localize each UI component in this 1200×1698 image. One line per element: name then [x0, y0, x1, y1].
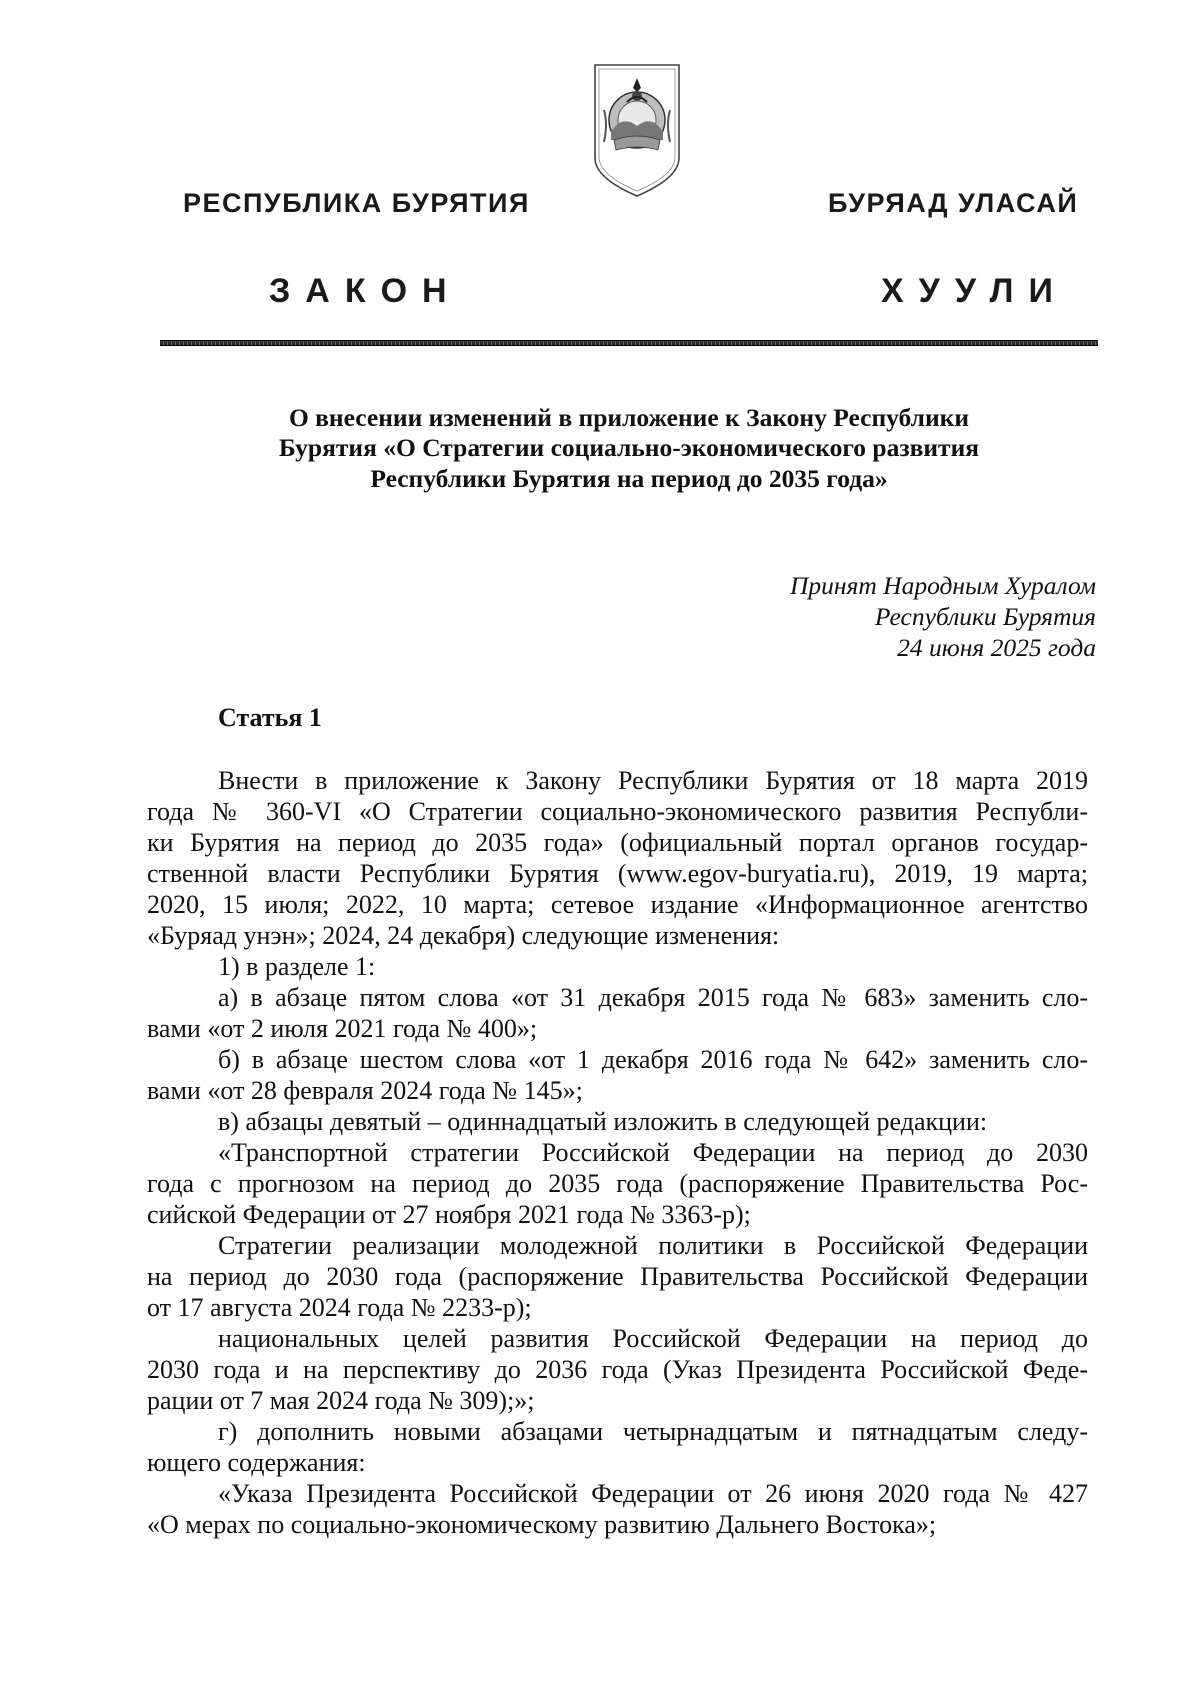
body-text-line: ственной власти Республики Бурятия (www.egov-buryatia.ru), 2019, 19 марта; — [147, 859, 1088, 888]
body-text-line: вами «от 28 февраля 2024 года № 145»; — [147, 1076, 583, 1105]
adoption-note-line: Республики Бурятия — [874, 602, 1096, 631]
body-text-line: вами «от 2 июля 2021 года № 400»; — [147, 1014, 538, 1043]
article-heading: Статья 1 — [218, 703, 322, 732]
republic-name-russian: РЕСПУБЛИКА БУРЯТИЯ — [183, 188, 530, 218]
coat-of-arms-emblem — [592, 62, 682, 200]
document-title-line: О внесении изменений в приложение к Закону Республики — [288, 403, 970, 432]
body-text-line: ющего содержания: — [147, 1448, 366, 1477]
body-text-line: рации от 7 мая 2024 года № 309);»; — [147, 1386, 535, 1415]
body-text-line: б) в абзаце шестом слова «от 1 декабря 2016 года № 642» заменить сло- — [218, 1045, 1088, 1074]
law-label-russian: ЗАКОН — [269, 272, 462, 310]
body-text-line: от 17 августа 2024 года № 2233-р); — [147, 1293, 532, 1322]
body-text-line: «Указа Президента Российской Федерации от 26 июня 2020 года № 427 — [218, 1479, 1088, 1508]
body-text-line: «О мерах по социально-экономическому развитию Дальнего Востока»; — [147, 1510, 937, 1539]
body-text-line: г) дополнить новыми абзацами четырнадцатым и пятнадцатым следу- — [218, 1417, 1088, 1446]
body-text-line: 2020, 15 июля; 2022, 10 марта; сетевое издание «Информационное агентство — [147, 890, 1088, 919]
body-text-line: года № 360-VI «О Стратегии социально-экономического развития Республи- — [147, 797, 1088, 826]
document-title-line: Республики Бурятия на период до 2035 года» — [370, 464, 888, 493]
body-text-line: а) в абзаце пятом слова «от 31 декабря 2015 года № 683» заменить сло- — [218, 983, 1088, 1012]
body-text-line: на период до 2030 года (распоряжение Правительства Российской Федерации — [147, 1262, 1088, 1291]
body-text-line: сийской Федерации от 27 ноября 2021 года № 3363-р); — [147, 1200, 751, 1229]
body-text-line: национальных целей развития Российской Федерации на период до — [218, 1324, 1088, 1353]
body-text-line: «Транспортной стратегии Российской Федерации на период до 2030 — [218, 1138, 1088, 1167]
adoption-note-line: Принят Народным Хуралом — [789, 571, 1096, 600]
document-title-line: Бурятия «О Стратегии социально-экономического развития — [278, 433, 980, 462]
body-text-line: года с прогнозом на период до 2035 года (распоряжение Правительства Рос- — [147, 1169, 1088, 1198]
body-text-line: в) абзацы девятый – одиннадцатый изложить в следующей редакции: — [218, 1107, 988, 1136]
body-text-line: 2030 года и на перспективу до 2036 года (Указ Президента Российской Феде- — [147, 1355, 1088, 1384]
body-text-line: ки Бурятия на период до 2035 года» (официальный портал органов государ- — [147, 828, 1088, 857]
body-text-line: Стратегии реализации молодежной политики в Российской Федерации — [218, 1231, 1088, 1260]
adoption-note-date: 24 июня 2025 года — [897, 633, 1096, 662]
law-label-buryat: ХУУЛИ — [881, 272, 1068, 310]
body-text-line: «Буряад унэн»; 2024, 24 декабря) следующие изменения: — [147, 921, 780, 950]
republic-name-buryat: БУРЯАД УЛАСАЙ — [828, 188, 1079, 218]
body-text-line: 1) в разделе 1: — [218, 952, 376, 981]
body-text-line: Внести в приложение к Закону Республики Бурятия от 18 марта 2019 — [218, 766, 1088, 795]
header-divider — [160, 340, 1098, 346]
